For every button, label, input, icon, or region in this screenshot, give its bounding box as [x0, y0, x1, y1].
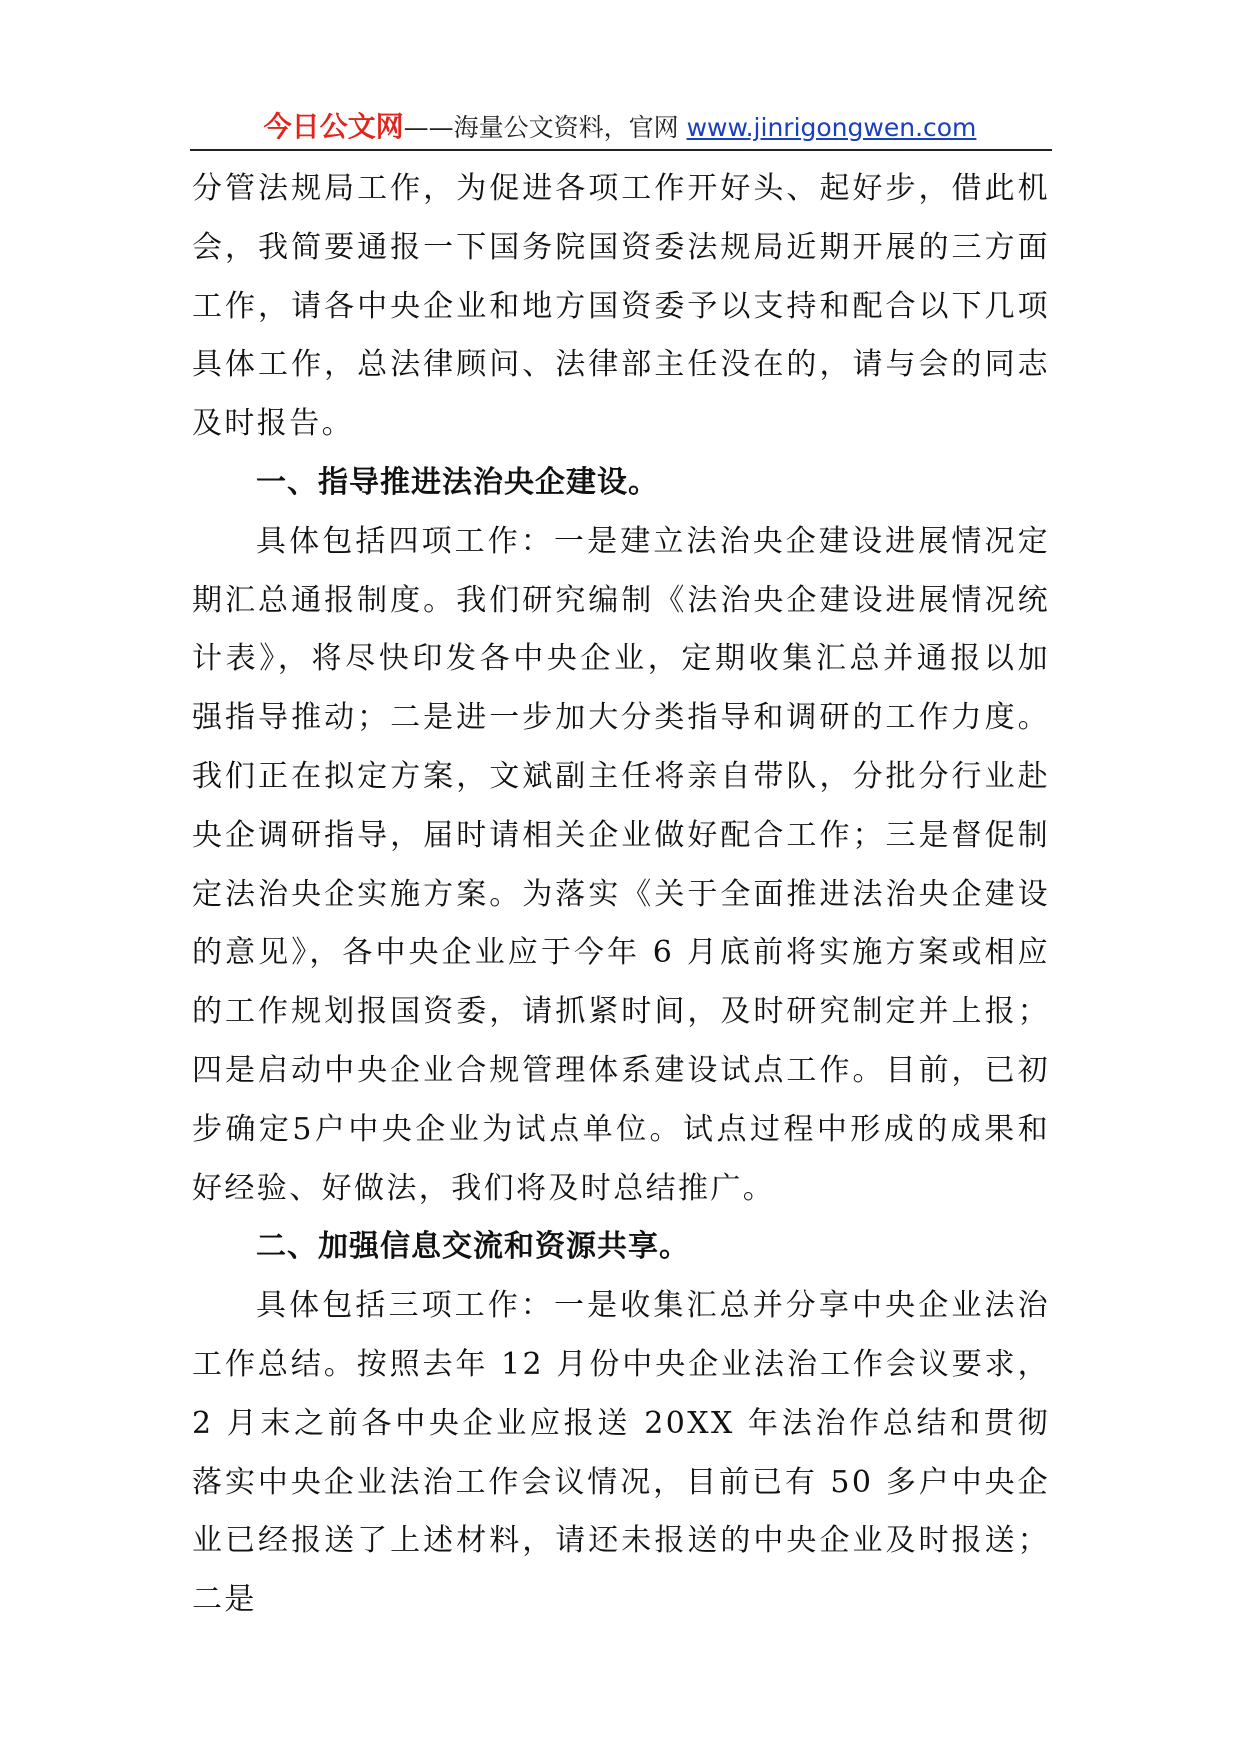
- body-paragraph-intro: 分管法规局工作，为促进各项工作开好头、起好步，借此机会，我简要通报一下国务院国资委法规局近期开展的三方面工作，请各中央企业和地方国资委予以支持和配合以下几项具体工作，总法律顾问、法律部主任没在的，请与会的同志及时报告。: [192, 171, 1050, 442]
- document-body: [192, 160, 1050, 1630]
- header-divider: [190, 149, 1052, 151]
- site-url-link[interactable]: www.jinrigongwen.com: [686, 113, 977, 142]
- section-heading-2: 二、加强信息交流和资源共享。: [256, 1229, 690, 1265]
- site-header: [190, 108, 1050, 148]
- site-brand: 今日公文网: [263, 110, 404, 143]
- header-dash: ——: [403, 113, 454, 142]
- header-tagline: 海量公文资料，官网: [453, 113, 687, 142]
- body-paragraph-section-2: 具体包括三项工作：一是收集汇总并分享中央企业法治工作总结。按照去年 12 月份中央企业法治工作会议要求，2 月末之前各中央企业应报送 20XX 年法治作总结和贯彻落实中央企业法治工作会议情况，目前已有 50 多户中央企业已经报送了上述材料，请还未报送的中央企业及时报送；二是: [192, 1288, 1050, 1618]
- body-paragraph-section-1: 具体包括四项工作：一是建立法治央企建设进展情况定期汇总通报制度。我们研究编制《法治央企建设进展情况统计表》，将尽快印发各中央企业，定期收集汇总并通报以加强指导推动；二是进一步加大分类指导和调研的工作力度。我们正在拟定方案，文斌副主任将亲自带队，分批分行业赴央企调研指导，届时请相关企业做好配合工作；三是督促制定法治央企实施方案。为落实《关于全面推进法治央企建设的意见》，各中央企业应于今年 6 月底前将实施方案或相应的工作规划报国资委，请抓紧时间，及时研究制定并上报；四是启动中央企业合规管理体系建设试点工作。目前，已初步确定5户中央企业为试点单位。试点过程中形成的成果和好经验、好做法，我们将及时总结推广。: [192, 523, 1050, 1206]
- section-heading-1: 一、指导推进法治央企建设。: [256, 464, 659, 500]
